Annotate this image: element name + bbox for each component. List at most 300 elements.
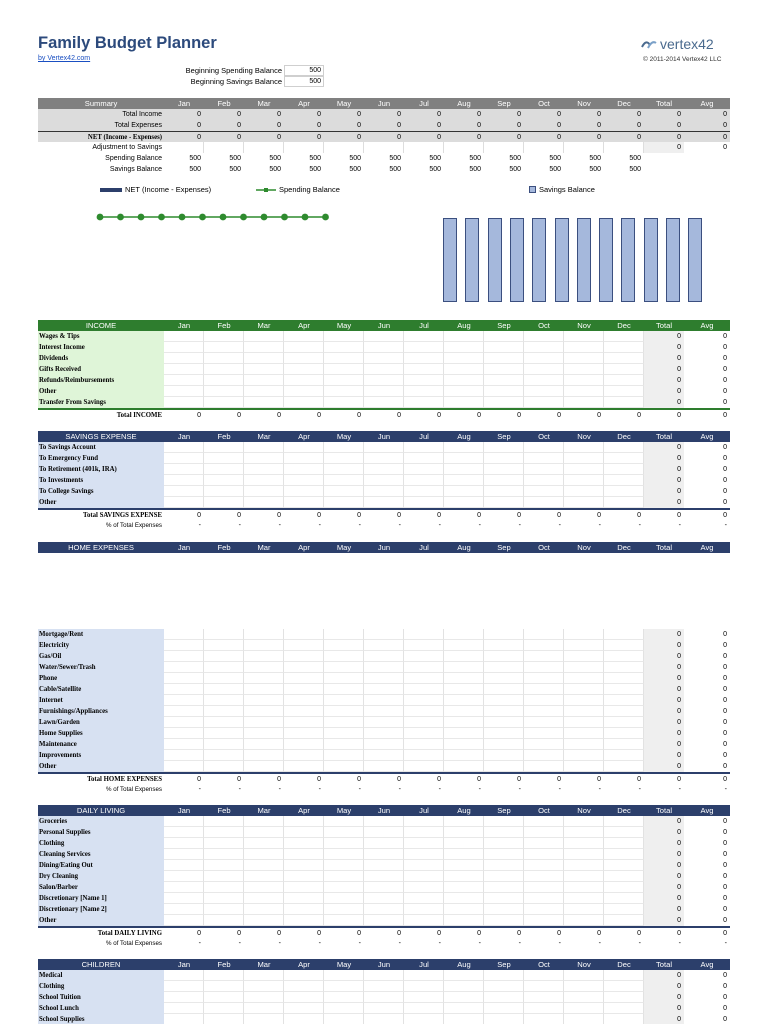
amount-cell[interactable]	[484, 827, 524, 838]
amount-cell[interactable]	[404, 331, 444, 342]
amount-cell[interactable]	[484, 497, 524, 508]
amount-cell[interactable]	[244, 662, 284, 673]
amount-cell[interactable]	[244, 981, 284, 992]
amount-cell[interactable]	[284, 497, 324, 508]
amount-cell[interactable]	[604, 673, 644, 684]
amount-cell[interactable]	[324, 706, 364, 717]
beginning-spending-input[interactable]: 500	[284, 65, 324, 76]
amount-cell[interactable]	[364, 640, 404, 651]
amount-cell[interactable]	[284, 871, 324, 882]
amount-cell[interactable]	[284, 992, 324, 1003]
amount-cell[interactable]	[604, 364, 644, 375]
amount-cell[interactable]	[164, 497, 204, 508]
amount-cell[interactable]	[204, 739, 244, 750]
amount-cell[interactable]	[524, 904, 564, 915]
amount-cell[interactable]	[604, 827, 644, 838]
amount-cell[interactable]	[444, 706, 484, 717]
amount-cell[interactable]	[404, 882, 444, 893]
amount-cell[interactable]	[484, 629, 524, 640]
amount-cell[interactable]	[564, 882, 604, 893]
amount-cell[interactable]	[364, 651, 404, 662]
amount-cell[interactable]	[604, 750, 644, 761]
amount-cell[interactable]	[604, 397, 644, 408]
amount-cell[interactable]	[284, 739, 324, 750]
summary-cell[interactable]	[324, 142, 364, 153]
amount-cell[interactable]	[404, 497, 444, 508]
amount-cell[interactable]	[484, 970, 524, 981]
amount-cell[interactable]	[324, 651, 364, 662]
amount-cell[interactable]	[484, 706, 524, 717]
amount-cell[interactable]	[324, 375, 364, 386]
amount-cell[interactable]	[404, 860, 444, 871]
amount-cell[interactable]	[204, 364, 244, 375]
amount-cell[interactable]	[484, 695, 524, 706]
amount-cell[interactable]	[524, 684, 564, 695]
amount-cell[interactable]	[324, 640, 364, 651]
amount-cell[interactable]	[404, 695, 444, 706]
amount-cell[interactable]	[604, 970, 644, 981]
amount-cell[interactable]	[564, 662, 604, 673]
amount-cell[interactable]	[164, 364, 204, 375]
amount-cell[interactable]	[444, 981, 484, 992]
amount-cell[interactable]	[364, 981, 404, 992]
amount-cell[interactable]	[564, 673, 604, 684]
amount-cell[interactable]	[164, 442, 204, 453]
amount-cell[interactable]	[564, 761, 604, 772]
amount-cell[interactable]	[364, 1003, 404, 1014]
amount-cell[interactable]	[484, 871, 524, 882]
amount-cell[interactable]	[364, 386, 404, 397]
amount-cell[interactable]	[484, 442, 524, 453]
amount-cell[interactable]	[444, 882, 484, 893]
amount-cell[interactable]	[604, 761, 644, 772]
amount-cell[interactable]	[524, 342, 564, 353]
amount-cell[interactable]	[444, 838, 484, 849]
amount-cell[interactable]	[604, 893, 644, 904]
amount-cell[interactable]	[484, 640, 524, 651]
amount-cell[interactable]	[484, 981, 524, 992]
amount-cell[interactable]	[284, 750, 324, 761]
amount-cell[interactable]	[564, 981, 604, 992]
amount-cell[interactable]	[524, 860, 564, 871]
amount-cell[interactable]	[524, 629, 564, 640]
amount-cell[interactable]	[604, 992, 644, 1003]
amount-cell[interactable]	[564, 915, 604, 926]
amount-cell[interactable]	[284, 893, 324, 904]
amount-cell[interactable]	[604, 651, 644, 662]
amount-cell[interactable]	[364, 342, 404, 353]
amount-cell[interactable]	[604, 640, 644, 651]
amount-cell[interactable]	[564, 629, 604, 640]
amount-cell[interactable]	[244, 651, 284, 662]
amount-cell[interactable]	[364, 717, 404, 728]
amount-cell[interactable]	[364, 893, 404, 904]
amount-cell[interactable]	[284, 364, 324, 375]
amount-cell[interactable]	[164, 629, 204, 640]
amount-cell[interactable]	[604, 904, 644, 915]
amount-cell[interactable]	[404, 464, 444, 475]
amount-cell[interactable]	[404, 397, 444, 408]
amount-cell[interactable]	[444, 497, 484, 508]
amount-cell[interactable]	[564, 397, 604, 408]
amount-cell[interactable]	[444, 816, 484, 827]
amount-cell[interactable]	[164, 706, 204, 717]
amount-cell[interactable]	[324, 717, 364, 728]
amount-cell[interactable]	[564, 651, 604, 662]
amount-cell[interactable]	[204, 717, 244, 728]
amount-cell[interactable]	[204, 386, 244, 397]
amount-cell[interactable]	[324, 684, 364, 695]
amount-cell[interactable]	[204, 475, 244, 486]
amount-cell[interactable]	[524, 397, 564, 408]
amount-cell[interactable]	[484, 651, 524, 662]
amount-cell[interactable]	[284, 860, 324, 871]
amount-cell[interactable]	[164, 750, 204, 761]
amount-cell[interactable]	[524, 849, 564, 860]
amount-cell[interactable]	[244, 816, 284, 827]
amount-cell[interactable]	[524, 992, 564, 1003]
amount-cell[interactable]	[604, 464, 644, 475]
amount-cell[interactable]	[524, 497, 564, 508]
beginning-savings-input[interactable]: 500	[284, 76, 324, 87]
amount-cell[interactable]	[164, 486, 204, 497]
amount-cell[interactable]	[324, 497, 364, 508]
amount-cell[interactable]	[324, 849, 364, 860]
amount-cell[interactable]	[164, 838, 204, 849]
amount-cell[interactable]	[484, 342, 524, 353]
amount-cell[interactable]	[604, 331, 644, 342]
amount-cell[interactable]	[324, 331, 364, 342]
amount-cell[interactable]	[204, 761, 244, 772]
amount-cell[interactable]	[324, 453, 364, 464]
amount-cell[interactable]	[564, 486, 604, 497]
amount-cell[interactable]	[204, 695, 244, 706]
amount-cell[interactable]	[364, 915, 404, 926]
amount-cell[interactable]	[484, 662, 524, 673]
amount-cell[interactable]	[524, 640, 564, 651]
amount-cell[interactable]	[444, 849, 484, 860]
amount-cell[interactable]	[284, 981, 324, 992]
amount-cell[interactable]	[564, 364, 604, 375]
amount-cell[interactable]	[404, 739, 444, 750]
amount-cell[interactable]	[204, 882, 244, 893]
amount-cell[interactable]	[564, 816, 604, 827]
amount-cell[interactable]	[244, 904, 284, 915]
amount-cell[interactable]	[324, 662, 364, 673]
amount-cell[interactable]	[444, 904, 484, 915]
amount-cell[interactable]	[324, 816, 364, 827]
amount-cell[interactable]	[444, 331, 484, 342]
amount-cell[interactable]	[444, 442, 484, 453]
amount-cell[interactable]	[324, 992, 364, 1003]
amount-cell[interactable]	[524, 970, 564, 981]
amount-cell[interactable]	[204, 1014, 244, 1024]
amount-cell[interactable]	[204, 827, 244, 838]
amount-cell[interactable]	[244, 353, 284, 364]
amount-cell[interactable]	[244, 728, 284, 739]
amount-cell[interactable]	[564, 684, 604, 695]
amount-cell[interactable]	[444, 475, 484, 486]
amount-cell[interactable]	[364, 706, 404, 717]
amount-cell[interactable]	[324, 1003, 364, 1014]
amount-cell[interactable]	[604, 860, 644, 871]
amount-cell[interactable]	[204, 750, 244, 761]
amount-cell[interactable]	[404, 364, 444, 375]
amount-cell[interactable]	[204, 375, 244, 386]
amount-cell[interactable]	[284, 970, 324, 981]
amount-cell[interactable]	[524, 981, 564, 992]
amount-cell[interactable]	[364, 442, 404, 453]
amount-cell[interactable]	[564, 353, 604, 364]
amount-cell[interactable]	[204, 651, 244, 662]
amount-cell[interactable]	[364, 475, 404, 486]
summary-cell[interactable]	[564, 142, 604, 153]
amount-cell[interactable]	[524, 464, 564, 475]
amount-cell[interactable]	[284, 453, 324, 464]
amount-cell[interactable]	[244, 838, 284, 849]
amount-cell[interactable]	[244, 684, 284, 695]
amount-cell[interactable]	[364, 970, 404, 981]
amount-cell[interactable]	[204, 1003, 244, 1014]
amount-cell[interactable]	[524, 750, 564, 761]
amount-cell[interactable]	[364, 629, 404, 640]
amount-cell[interactable]	[444, 915, 484, 926]
amount-cell[interactable]	[404, 871, 444, 882]
amount-cell[interactable]	[284, 882, 324, 893]
amount-cell[interactable]	[164, 882, 204, 893]
amount-cell[interactable]	[484, 849, 524, 860]
amount-cell[interactable]	[244, 331, 284, 342]
amount-cell[interactable]	[484, 904, 524, 915]
amount-cell[interactable]	[164, 342, 204, 353]
amount-cell[interactable]	[404, 640, 444, 651]
amount-cell[interactable]	[324, 970, 364, 981]
amount-cell[interactable]	[284, 838, 324, 849]
amount-cell[interactable]	[204, 342, 244, 353]
amount-cell[interactable]	[164, 464, 204, 475]
amount-cell[interactable]	[164, 761, 204, 772]
amount-cell[interactable]	[244, 1014, 284, 1024]
amount-cell[interactable]	[604, 816, 644, 827]
amount-cell[interactable]	[604, 1003, 644, 1014]
amount-cell[interactable]	[164, 651, 204, 662]
amount-cell[interactable]	[204, 860, 244, 871]
amount-cell[interactable]	[164, 893, 204, 904]
amount-cell[interactable]	[164, 673, 204, 684]
amount-cell[interactable]	[324, 915, 364, 926]
amount-cell[interactable]	[164, 871, 204, 882]
amount-cell[interactable]	[164, 717, 204, 728]
amount-cell[interactable]	[244, 882, 284, 893]
amount-cell[interactable]	[564, 453, 604, 464]
amount-cell[interactable]	[564, 860, 604, 871]
amount-cell[interactable]	[604, 706, 644, 717]
amount-cell[interactable]	[324, 464, 364, 475]
amount-cell[interactable]	[444, 1003, 484, 1014]
amount-cell[interactable]	[284, 475, 324, 486]
amount-cell[interactable]	[164, 849, 204, 860]
amount-cell[interactable]	[284, 375, 324, 386]
amount-cell[interactable]	[484, 453, 524, 464]
amount-cell[interactable]	[324, 761, 364, 772]
amount-cell[interactable]	[284, 717, 324, 728]
amount-cell[interactable]	[284, 486, 324, 497]
amount-cell[interactable]	[564, 706, 604, 717]
amount-cell[interactable]	[324, 1014, 364, 1024]
amount-cell[interactable]	[324, 904, 364, 915]
amount-cell[interactable]	[444, 684, 484, 695]
amount-cell[interactable]	[364, 761, 404, 772]
amount-cell[interactable]	[444, 728, 484, 739]
amount-cell[interactable]	[484, 397, 524, 408]
amount-cell[interactable]	[364, 464, 404, 475]
amount-cell[interactable]	[484, 331, 524, 342]
amount-cell[interactable]	[284, 629, 324, 640]
amount-cell[interactable]	[364, 860, 404, 871]
amount-cell[interactable]	[364, 331, 404, 342]
amount-cell[interactable]	[524, 871, 564, 882]
amount-cell[interactable]	[164, 992, 204, 1003]
amount-cell[interactable]	[324, 750, 364, 761]
amount-cell[interactable]	[564, 331, 604, 342]
amount-cell[interactable]	[484, 684, 524, 695]
amount-cell[interactable]	[204, 497, 244, 508]
summary-cell[interactable]	[164, 142, 204, 153]
amount-cell[interactable]	[604, 915, 644, 926]
amount-cell[interactable]	[164, 915, 204, 926]
amount-cell[interactable]	[524, 761, 564, 772]
amount-cell[interactable]	[404, 375, 444, 386]
amount-cell[interactable]	[244, 375, 284, 386]
amount-cell[interactable]	[564, 893, 604, 904]
amount-cell[interactable]	[364, 871, 404, 882]
amount-cell[interactable]	[524, 695, 564, 706]
amount-cell[interactable]	[324, 442, 364, 453]
amount-cell[interactable]	[244, 717, 284, 728]
amount-cell[interactable]	[444, 629, 484, 640]
amount-cell[interactable]	[484, 728, 524, 739]
amount-cell[interactable]	[164, 375, 204, 386]
amount-cell[interactable]	[604, 1014, 644, 1024]
amount-cell[interactable]	[524, 893, 564, 904]
amount-cell[interactable]	[604, 475, 644, 486]
amount-cell[interactable]	[524, 915, 564, 926]
amount-cell[interactable]	[604, 662, 644, 673]
amount-cell[interactable]	[244, 706, 284, 717]
amount-cell[interactable]	[284, 827, 324, 838]
amount-cell[interactable]	[244, 475, 284, 486]
amount-cell[interactable]	[604, 838, 644, 849]
amount-cell[interactable]	[164, 739, 204, 750]
amount-cell[interactable]	[404, 816, 444, 827]
amount-cell[interactable]	[404, 662, 444, 673]
amount-cell[interactable]	[444, 364, 484, 375]
amount-cell[interactable]	[204, 871, 244, 882]
amount-cell[interactable]	[204, 673, 244, 684]
amount-cell[interactable]	[324, 629, 364, 640]
amount-cell[interactable]	[604, 684, 644, 695]
amount-cell[interactable]	[484, 992, 524, 1003]
amount-cell[interactable]	[564, 375, 604, 386]
amount-cell[interactable]	[404, 981, 444, 992]
amount-cell[interactable]	[564, 739, 604, 750]
amount-cell[interactable]	[604, 342, 644, 353]
amount-cell[interactable]	[444, 453, 484, 464]
amount-cell[interactable]	[364, 662, 404, 673]
amount-cell[interactable]	[564, 827, 604, 838]
amount-cell[interactable]	[284, 342, 324, 353]
amount-cell[interactable]	[284, 397, 324, 408]
amount-cell[interactable]	[404, 717, 444, 728]
amount-cell[interactable]	[364, 904, 404, 915]
amount-cell[interactable]	[364, 750, 404, 761]
amount-cell[interactable]	[524, 475, 564, 486]
amount-cell[interactable]	[484, 739, 524, 750]
amount-cell[interactable]	[524, 673, 564, 684]
amount-cell[interactable]	[564, 750, 604, 761]
amount-cell[interactable]	[564, 442, 604, 453]
amount-cell[interactable]	[524, 364, 564, 375]
amount-cell[interactable]	[244, 860, 284, 871]
amount-cell[interactable]	[284, 442, 324, 453]
summary-cell[interactable]	[604, 142, 644, 153]
summary-cell[interactable]	[484, 142, 524, 153]
amount-cell[interactable]	[604, 882, 644, 893]
amount-cell[interactable]	[604, 849, 644, 860]
amount-cell[interactable]	[364, 486, 404, 497]
amount-cell[interactable]	[164, 1014, 204, 1024]
amount-cell[interactable]	[404, 838, 444, 849]
amount-cell[interactable]	[564, 871, 604, 882]
amount-cell[interactable]	[444, 486, 484, 497]
amount-cell[interactable]	[404, 684, 444, 695]
amount-cell[interactable]	[284, 386, 324, 397]
amount-cell[interactable]	[164, 331, 204, 342]
amount-cell[interactable]	[564, 475, 604, 486]
amount-cell[interactable]	[444, 662, 484, 673]
amount-cell[interactable]	[444, 386, 484, 397]
summary-cell[interactable]	[524, 142, 564, 153]
amount-cell[interactable]	[404, 827, 444, 838]
amount-cell[interactable]	[204, 629, 244, 640]
amount-cell[interactable]	[404, 442, 444, 453]
summary-cell[interactable]	[244, 142, 284, 153]
amount-cell[interactable]	[404, 849, 444, 860]
amount-cell[interactable]	[524, 453, 564, 464]
amount-cell[interactable]	[164, 728, 204, 739]
amount-cell[interactable]	[364, 728, 404, 739]
amount-cell[interactable]	[364, 882, 404, 893]
amount-cell[interactable]	[244, 442, 284, 453]
amount-cell[interactable]	[204, 453, 244, 464]
amount-cell[interactable]	[164, 981, 204, 992]
amount-cell[interactable]	[604, 717, 644, 728]
amount-cell[interactable]	[484, 364, 524, 375]
amount-cell[interactable]	[244, 1003, 284, 1014]
amount-cell[interactable]	[524, 353, 564, 364]
amount-cell[interactable]	[604, 981, 644, 992]
amount-cell[interactable]	[444, 673, 484, 684]
amount-cell[interactable]	[444, 695, 484, 706]
amount-cell[interactable]	[164, 640, 204, 651]
amount-cell[interactable]	[404, 893, 444, 904]
amount-cell[interactable]	[524, 1014, 564, 1024]
amount-cell[interactable]	[444, 353, 484, 364]
amount-cell[interactable]	[404, 750, 444, 761]
amount-cell[interactable]	[604, 386, 644, 397]
amount-cell[interactable]	[324, 827, 364, 838]
amount-cell[interactable]	[444, 640, 484, 651]
